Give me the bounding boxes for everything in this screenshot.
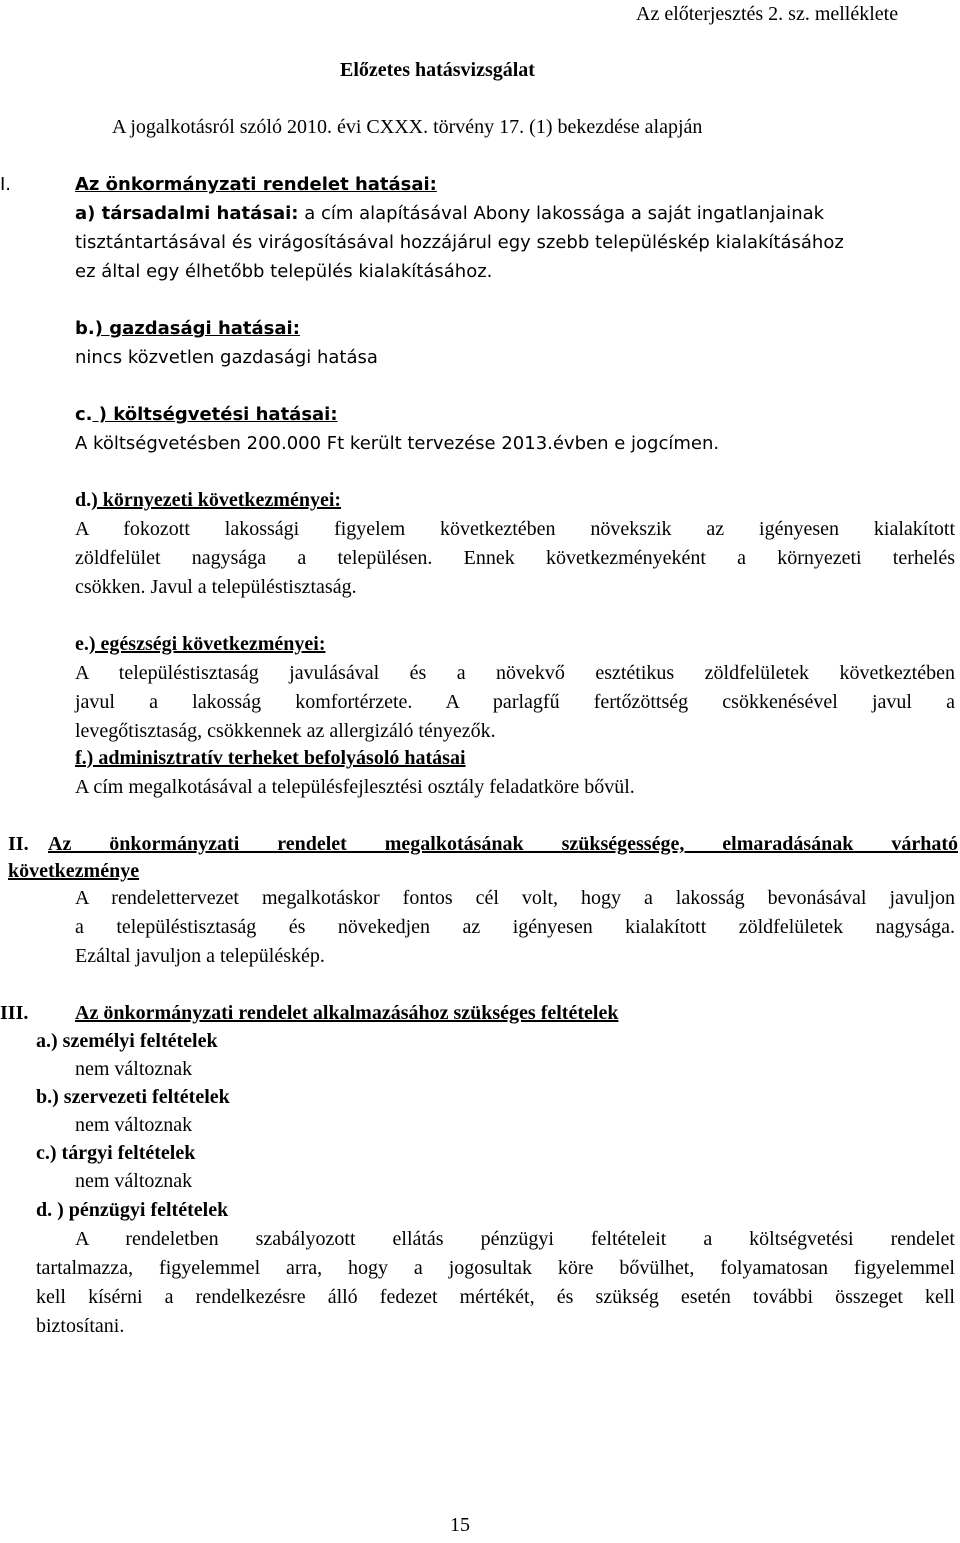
section-1f-text: A cím megalkotásával a településfejlesztési osztály feladatköre bővül. bbox=[75, 776, 635, 798]
section-1-numeral: I. bbox=[0, 174, 12, 195]
section-1d-prefix: d. bbox=[75, 489, 92, 511]
section-1d-heading bbox=[75, 486, 341, 515]
section-3d-line2: tartalmazza, figyelemmel arra, hogy a jogosultak köre bővülhet, folyamatosan figyelemmel bbox=[36, 1257, 955, 1279]
section-2-line2: a településtisztaság és növekedjen az igényesen kialakított zöldfelületek nagysága. bbox=[75, 916, 955, 938]
attachment-note: Az előterjesztés 2. sz. melléklete bbox=[636, 3, 899, 25]
section-1b-label: ) gazdasági hatásai: bbox=[94, 318, 300, 339]
section-1c-text bbox=[75, 429, 719, 458]
section-1-heading bbox=[0, 170, 437, 199]
section-2-title-line1: Az önkormányzati rendelet megalkotásának szükségessége, elmaradásának várható bbox=[48, 833, 958, 855]
section-1b-prefix: b. bbox=[75, 318, 95, 339]
section-1d-line2: zöldfelület nagysága a településen. Ennek következményeként a környezeti terhelés bbox=[75, 547, 955, 569]
section-1d-line1: A fokozott lakossági figyelem következtében növekszik az igényesen kialakított bbox=[75, 518, 955, 540]
legal-basis: A jogalkotásról szóló 2010. évi CXXX. törvény 17. (1) bekezdése alapján bbox=[112, 116, 703, 138]
section-3-numeral: III. bbox=[0, 1002, 29, 1024]
section-1e-prefix: e. bbox=[75, 633, 89, 655]
section-3c-label: c.) tárgyi feltételek bbox=[36, 1142, 196, 1164]
page-number: 15 bbox=[450, 1514, 470, 1536]
section-1f-heading: f.) adminisztratív terheket befolyásoló hatásai bbox=[75, 747, 466, 769]
section-3d-label: d. ) pénzügyi feltételek bbox=[36, 1199, 229, 1221]
section-1-title: Az önkormányzati rendelet hatásai: bbox=[75, 174, 437, 195]
section-3a-text: nem változnak bbox=[75, 1058, 193, 1080]
section-2-title-line2: következménye bbox=[8, 860, 140, 882]
section-3d-line1: A rendeletben szabályozott ellátás pénzügyi feltételeit a költségvetési rendelet bbox=[75, 1228, 955, 1250]
section-1a-line1 bbox=[75, 199, 824, 228]
section-3c-text: nem változnak bbox=[75, 1170, 193, 1192]
section-1d-line3: csökken. Javul a településtisztaság. bbox=[75, 576, 357, 598]
section-2-heading bbox=[8, 830, 958, 859]
section-1c-text-before: A költségvetésben 200.000 Ft bbox=[75, 433, 350, 454]
section-1e-line3: levegőtisztaság, csökkennek az allergizáló tényezők. bbox=[75, 720, 496, 742]
section-1c-text-after: 2013.évben e jogcímen. bbox=[495, 433, 720, 454]
section-3d-line4: biztosítani. bbox=[36, 1315, 125, 1337]
section-1e-heading bbox=[75, 630, 325, 659]
section-1c-label: ) költségvetési hatásai: bbox=[92, 404, 338, 425]
section-3a-label: a.) személyi feltételek bbox=[36, 1030, 218, 1052]
section-3-heading bbox=[0, 999, 619, 1028]
section-2-line3: Ezáltal javuljon a településkép. bbox=[75, 945, 325, 967]
section-1b-text: nincs közvetlen gazdasági hatása bbox=[75, 347, 378, 368]
section-3d-line3: kell kísérni a rendelkezésre álló fedezet mértékét, és szükség esetén további összeget kell bbox=[36, 1286, 955, 1308]
section-1a-line3: ez által egy élhetőbb település kialakításához. bbox=[75, 261, 493, 282]
section-1c-prefix: c. bbox=[75, 404, 93, 425]
section-3-title: Az önkormányzati rendelet alkalmazásához szükséges feltételek bbox=[75, 1002, 619, 1024]
section-1a-text1: a cím alapításával Abony lakossága a saját ingatlanjainak bbox=[304, 203, 825, 224]
section-3b-label: b.) szervezeti feltételek bbox=[36, 1086, 230, 1108]
document-title: Előzetes hatásvizsgálat bbox=[340, 59, 535, 81]
section-1e-line1: A településtisztaság javulásával és a növekvő esztétikus zöldfelületek következtében bbox=[75, 662, 955, 684]
section-1c-heading bbox=[75, 400, 338, 429]
section-1c-text-middle: került tervezése bbox=[349, 433, 496, 454]
section-1b-heading bbox=[75, 314, 300, 343]
section-1e-line2: javul a lakosság komfortérzete. A parlagfű fertőzöttség csökkenésével javul a bbox=[75, 691, 955, 713]
section-1d-label: ) környezeti következményei: bbox=[91, 489, 342, 511]
section-1e-label: ) egészségi következményei: bbox=[88, 633, 326, 655]
section-2-line1: A rendelettervezet megalkotáskor fontos cél volt, hogy a lakosság bevonásával javuljon bbox=[75, 887, 955, 909]
section-1a-label: a) társadalmi hatásai: bbox=[75, 203, 299, 224]
section-3b-text: nem változnak bbox=[75, 1114, 193, 1136]
section-2-numeral: II. bbox=[8, 833, 29, 855]
section-1a-line2: tisztántartásával és virágosításával hozzájárul egy szebb településkép kialakításához bbox=[75, 232, 844, 253]
